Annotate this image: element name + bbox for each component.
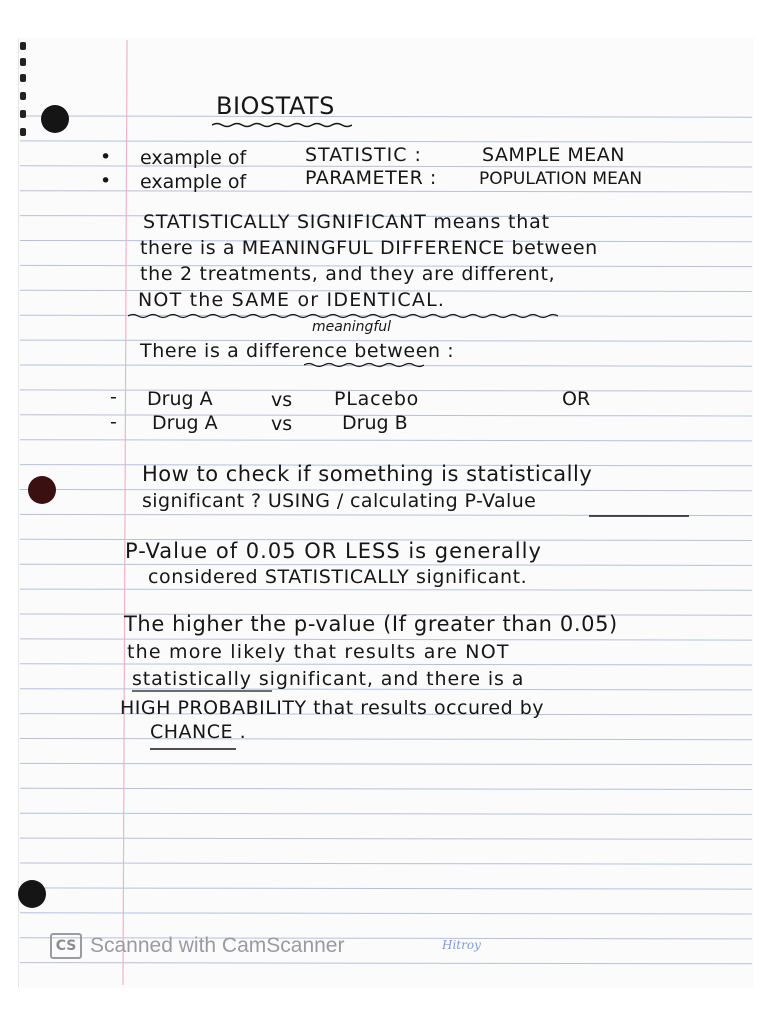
inserted-word: meaningful xyxy=(312,319,392,335)
dash-marker: - xyxy=(110,386,117,408)
bullet-marker: • xyxy=(100,170,112,192)
rule-line xyxy=(20,440,752,441)
definition-line: the 2 treatments, and they are different, xyxy=(140,263,556,285)
rule-line xyxy=(20,913,752,914)
pvalue-underline xyxy=(589,513,689,519)
comparison-or: OR xyxy=(562,388,591,410)
spiral-ring xyxy=(20,74,26,82)
rule-line xyxy=(20,739,752,740)
rule-line xyxy=(20,763,752,764)
spiral-ring xyxy=(20,92,26,100)
howto-line: How to check if something is statistically xyxy=(142,462,593,486)
camscanner-logo: CS xyxy=(50,933,82,959)
higher-line: statistically significant, and there is a xyxy=(132,668,525,690)
binder-hole xyxy=(41,105,69,133)
page-title: BIOSTATS xyxy=(216,92,335,120)
bullet-lead: example of xyxy=(140,171,247,193)
margin-line xyxy=(123,40,127,985)
rule-line xyxy=(20,888,752,889)
rule-line xyxy=(20,589,752,590)
binder-hole xyxy=(18,880,46,908)
spiral-ring xyxy=(20,58,26,66)
rule-line xyxy=(20,639,752,640)
camscanner-text: Scanned with CamScanner xyxy=(90,934,345,957)
definition-line: NOT the SAME or IDENTICAL. xyxy=(138,289,446,311)
comparison-vs: vs xyxy=(271,389,293,411)
title-underline xyxy=(212,122,352,128)
comparison-left: Drug A xyxy=(147,388,213,410)
rule-line xyxy=(20,191,752,192)
higher-line: the more likely that results are NOT xyxy=(127,641,510,663)
statistically-underline xyxy=(132,688,272,694)
pvalue-line: considered STATISTICALLY significant. xyxy=(148,566,528,588)
spiral-ring xyxy=(20,42,26,50)
spiral-ring xyxy=(20,128,26,136)
signature: Hitroy xyxy=(442,938,481,952)
pvalue-line: P-Value of 0.05 OR LESS is generally xyxy=(125,539,542,563)
rule-line xyxy=(20,838,752,839)
chance-underline xyxy=(150,746,236,752)
binder-hole xyxy=(28,476,56,504)
higher-line: The higher the p-value (If greater than 0.05) xyxy=(124,612,618,636)
rule-line xyxy=(20,116,752,117)
rule-line xyxy=(20,963,752,964)
comparison-right: PLacebo xyxy=(334,388,420,410)
definition-line: STATISTICALLY SIGNIFICANT means that xyxy=(143,211,550,233)
difference-line: There is a difference between : xyxy=(140,340,455,362)
comparison-vs: vs xyxy=(271,413,293,435)
comparison-right: Drug B xyxy=(342,412,408,434)
bullet-lead: example of xyxy=(140,147,247,169)
bullet-marker: • xyxy=(100,146,112,168)
rule-line xyxy=(20,664,752,665)
howto-line: significant ? USING / calculating P-Value xyxy=(142,490,537,512)
rule-line xyxy=(20,788,752,789)
spiral-ring xyxy=(20,110,26,118)
bullet-value: SAMPLE MEAN xyxy=(482,144,625,166)
comparison-left: Drug A xyxy=(152,412,218,434)
difference-underline xyxy=(304,362,424,368)
rule-line xyxy=(20,813,752,814)
dash-marker: - xyxy=(110,411,117,433)
bullet-term: PARAMETER : xyxy=(305,167,437,189)
rule-line xyxy=(20,141,752,142)
camscanner-watermark xyxy=(50,932,344,960)
bullet-term: STATISTIC : xyxy=(305,144,422,166)
higher-line: CHANCE . xyxy=(150,721,247,743)
bullet-value: POPULATION MEAN xyxy=(479,169,643,189)
rule-line xyxy=(20,863,752,864)
higher-line: HIGH PROBABILITY that results occured by xyxy=(120,697,545,719)
definition-line: there is a MEANINGFUL DIFFERENCE between xyxy=(140,237,598,259)
